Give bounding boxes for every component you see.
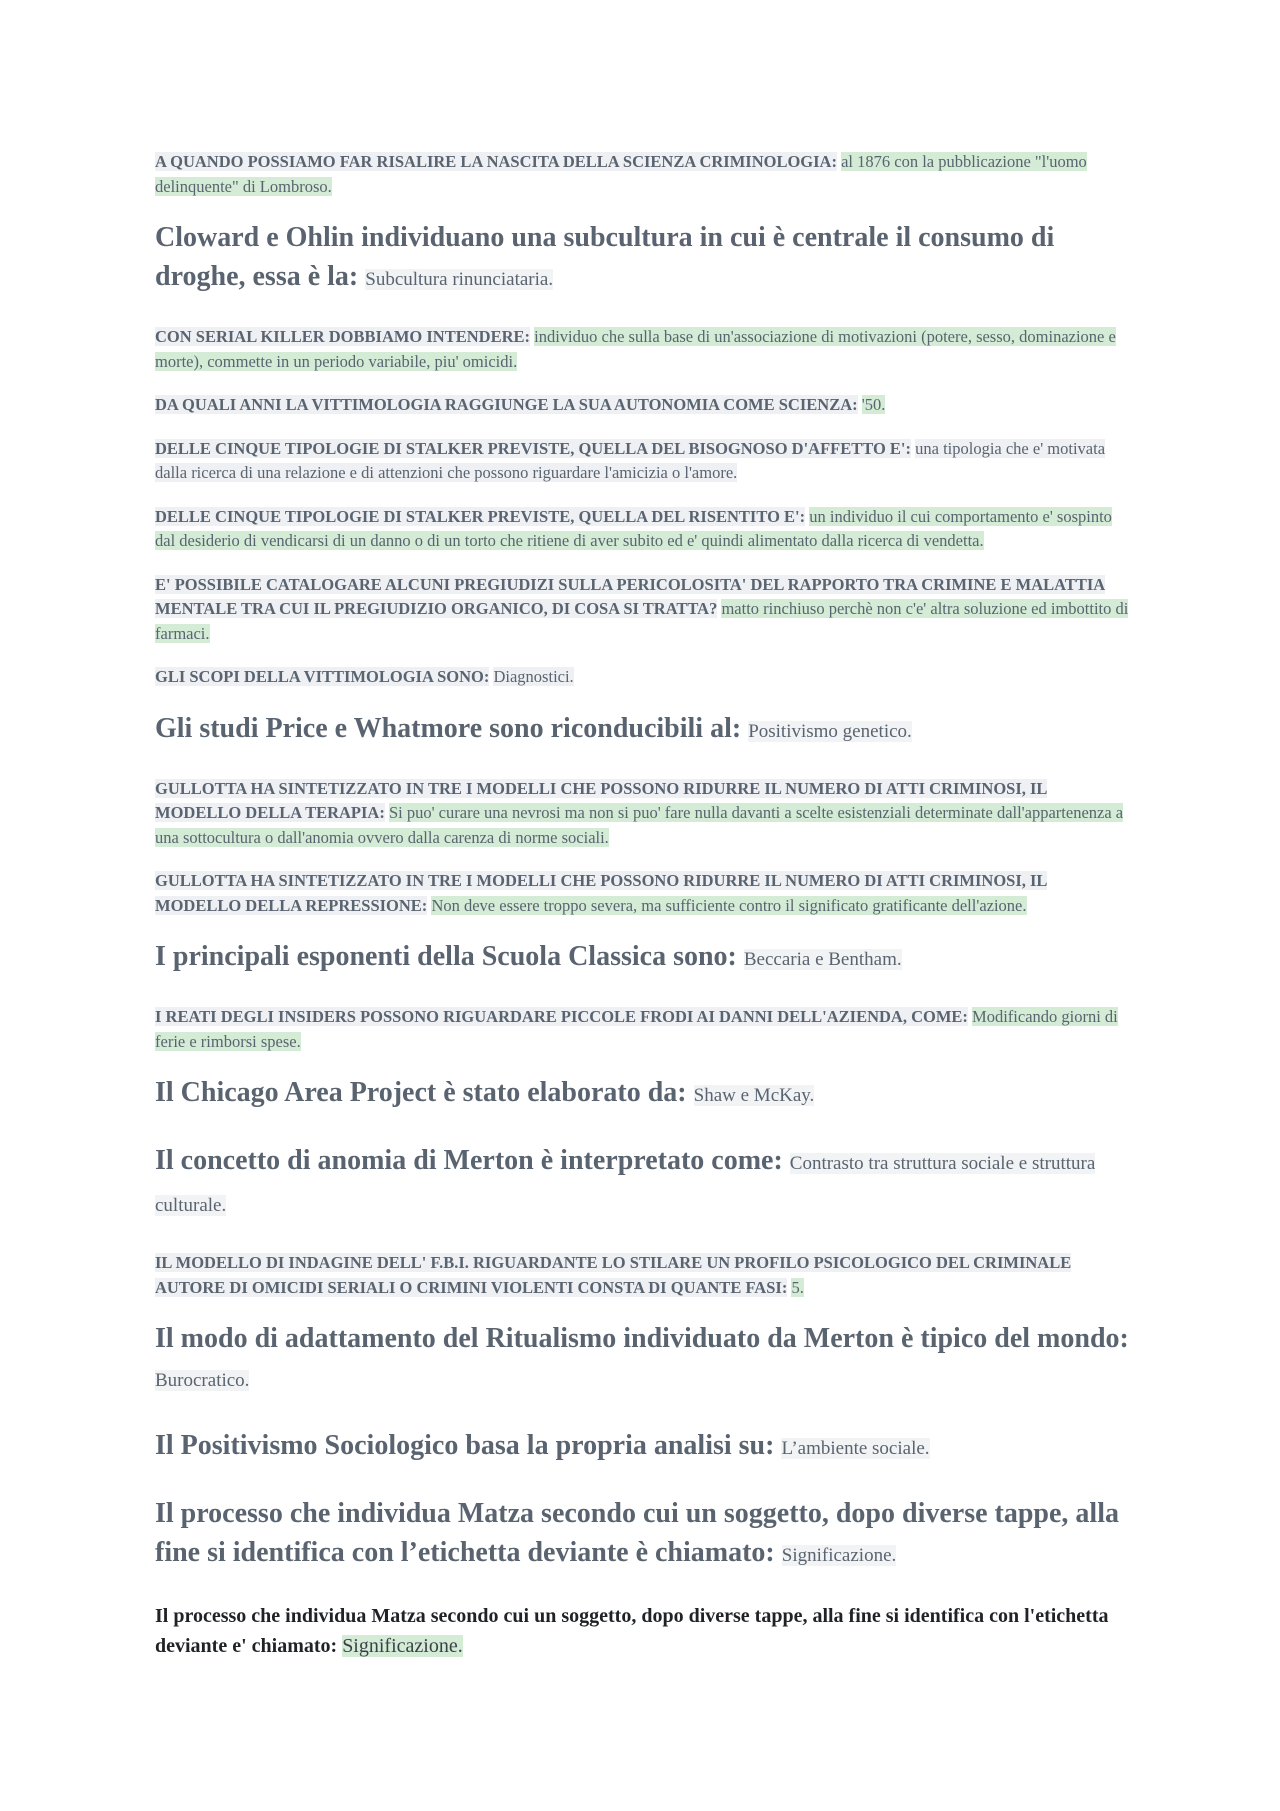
question: Il processo che individua Matza secondo cui un soggetto, dopo diverse tappe, alla fine si identifica con l'etichetta deviante e' chiamato: <box>155 1605 1109 1657</box>
question: Il Chicago Area Project è stato elaborato da: <box>155 1077 687 1108</box>
answer: Significazione. <box>781 1545 897 1566</box>
answer: una tipologia che e' motivata dalla ricerca di una relazione e di attenzioni che possono riguardare l'amicizia o l'amore. <box>155 438 1106 482</box>
question: Il Positivismo Sociologico basa la propria analisi su: <box>155 1430 775 1461</box>
qa-item <box>155 1426 1130 1468</box>
qa-item <box>155 218 1130 299</box>
question: GLI SCOPI DELLA VITTIMOLOGIA SONO: <box>155 667 490 686</box>
question: A QUANDO POSSIAMO FAR RISALIRE LA NASCITA DELLA SCIENZA CRIMINOLOGIA: <box>155 152 837 171</box>
question: I REATI DEGLI INSIDERS POSSONO RIGUARDARE PICCOLE FRODI AI DANNI DELL'AZIENDA, COME: <box>155 1007 968 1026</box>
answer: L’ambiente sociale. <box>781 1438 930 1459</box>
qa-item <box>155 1251 1130 1300</box>
question: IL MODELLO DI INDAGINE DELL' F.B.I. RIGUARDANTE LO STILARE UN PROFILO PSICOLOGICO DEL CRIMINALE AUTORE DI OMICIDI SERIALI O CRIMINI VIOLENTI CONSTA DI QUANTE FASI: <box>155 1253 1072 1297</box>
qa-item <box>155 777 1130 851</box>
question: DELLE CINQUE TIPOLOGIE DI STALKER PREVISTE, QUELLA DEL BISOGNOSO D'AFFETTO E': <box>155 438 911 458</box>
question: Cloward e Ohlin individuano una subcultura in cui è centrale il consumo di droghe, essa è la: <box>155 222 1055 292</box>
qa-item <box>155 709 1130 751</box>
answer: al 1876 con la pubblicazione "l'uomo delinquente" di Lombroso. <box>155 152 1087 196</box>
document-page <box>155 150 1130 1680</box>
question: CON SERIAL KILLER DOBBIAMO INTENDERE: <box>155 327 530 346</box>
answer: Positivismo genetico. <box>748 720 912 742</box>
qa-item <box>155 937 1130 979</box>
answer: Contrasto tra struttura sociale e struttura culturale. <box>155 1153 1096 1216</box>
qa-item <box>155 1319 1130 1400</box>
qa-item <box>155 573 1130 647</box>
answer: Diagnostici. <box>493 667 574 686</box>
qa-item <box>155 325 1130 374</box>
answer: Beccaria e Bentham. <box>743 949 902 970</box>
qa-item <box>155 150 1130 199</box>
answer: matto rinchiuso perchè non c'e' altra soluzione ed imbottito di farmaci. <box>155 599 1129 643</box>
question: DELLE CINQUE TIPOLOGIE DI STALKER PREVISTE, QUELLA DEL RISENTITO E': <box>155 506 806 526</box>
qa-item <box>155 393 1130 418</box>
answer: Significazione. <box>342 1635 463 1657</box>
answer: Subcultura rinunciataria. <box>365 269 554 290</box>
answer: Si puo' curare una nevrosi ma non si puo' fare nulla davanti a scelte esistenziali determinate dall'appartenenza a una sottocultura o dall'anomia ovvero dalla carenza di norme sociali. <box>155 803 1124 847</box>
qa-item <box>155 1005 1130 1054</box>
answer: Non deve essere troppo severa, ma sufficiente contro il significato gratificante dell'azione. <box>431 895 1027 915</box>
question: Gli studi Price e Whatmore sono riconducibili al: <box>155 712 742 744</box>
answer: 5. <box>791 1277 804 1297</box>
answer: Modificando giorni di ferie e rimborsi spese. <box>155 1007 1118 1051</box>
question: Il processo che individua Matza secondo cui un soggetto, dopo diverse tappe, alla fine si identifica con l’etichetta deviante è chiamato: <box>155 1498 1119 1568</box>
question: Il concetto di anomia di Merton è interpretato come: <box>155 1145 783 1176</box>
qa-item <box>155 437 1130 486</box>
question: DA QUALI ANNI LA VITTIMOLOGIA RAGGIUNGE LA SUA AUTONOMIA COME SCIENZA: <box>155 395 858 414</box>
qa-item <box>155 665 1130 690</box>
question: I principali esponenti della Scuola Classica sono: <box>155 941 737 972</box>
qa-item <box>155 1601 1130 1661</box>
answer: Burocratico. <box>155 1370 250 1391</box>
question: E' POSSIBILE CATALOGARE ALCUNI PREGIUDIZI SULLA PERICOLOSITA' DEL RAPPORTO TRA CRIMINE E MALATTIA MENTALE TRA CUI IL PREGIUDIZIO ORGANICO, DI COSA SI TRATTA? <box>155 574 1106 618</box>
qa-item <box>155 1494 1130 1575</box>
answer: '50. <box>861 395 886 414</box>
answer: Shaw e McKay. <box>693 1085 815 1106</box>
qa-item <box>155 1141 1130 1225</box>
answer: un individuo il cui comportamento e' sospinto dal desiderio di vendicarsi di un danno o di un torto che ritiene di aver subito ed e' quindi alimentato dalla ricerca di vendetta. <box>155 506 1112 550</box>
answer: individuo che sulla base di un'associazione di motivazioni (potere, sesso, dominazione e morte), commette in un periodo variabile, piu' omicidi. <box>155 327 1116 371</box>
question: GULLOTTA HA SINTETIZZATO IN TRE I MODELLI CHE POSSONO RIDURRE IL NUMERO DI ATTI CRIMINOSI, IL MODELLO DELLA REPRESSIONE: <box>155 871 1048 915</box>
question: GULLOTTA HA SINTETIZZATO IN TRE I MODELLI CHE POSSONO RIDURRE IL NUMERO DI ATTI CRIMINOSI, IL MODELLO DELLA TERAPIA: <box>155 778 1048 822</box>
qa-item <box>155 505 1130 554</box>
question: Il modo di adattamento del Ritualismo individuato da Merton è tipico del mondo: <box>155 1323 1129 1354</box>
qa-item <box>155 869 1130 918</box>
qa-item <box>155 1073 1130 1115</box>
